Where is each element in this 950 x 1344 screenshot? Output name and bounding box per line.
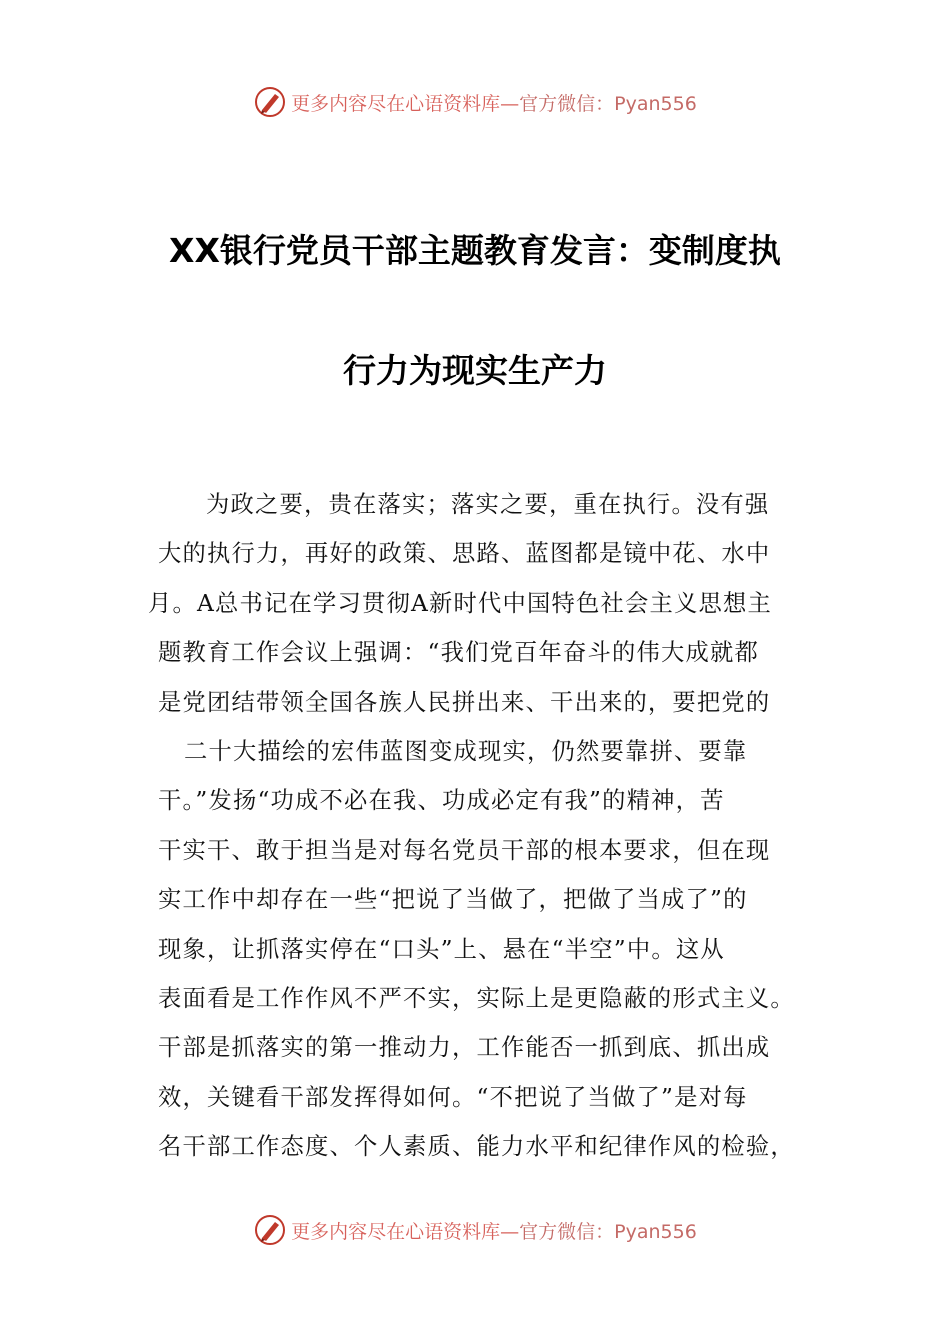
paragraph-line: 实工作中却存在一些“把说了当做了，把做了当成了”的: [158, 886, 748, 914]
paragraph-line: 月。A总书记在学习贯彻A新时代中国特色社会主义思想主: [148, 589, 772, 617]
wechat-contact: 官方微信：Pyan556: [519, 92, 697, 115]
site-name: 更多内容尽在心语资料库—: [291, 1220, 520, 1243]
paragraph-line: 现象，让抓落实停在“口头”上、悬在“半空”中。这从: [158, 935, 725, 963]
paragraph-line: 表面看是工作作风不严不实，实际上是更隐蔽的形式主义。: [158, 985, 795, 1013]
paragraph-line: 干部是抓落实的第一推动力，工作能否一抓到底、抓出成: [158, 1034, 771, 1062]
wechat-contact: 官方微信：Pyan556: [519, 1220, 697, 1243]
footer-banner: [0, 1210, 950, 1250]
paragraph-line: 干实干、敢于担当是对每名党员干部的根本要求，但在现: [158, 836, 771, 864]
header-banner: [0, 82, 950, 122]
paragraph-line: 大的执行力，再好的政策、思路、蓝图都是镜中花、水中: [158, 540, 771, 568]
paragraph-line: 题教育工作会议上强调：“我们党百年奋斗的伟大成就都: [158, 639, 760, 667]
site-name: 更多内容尽在心语资料库—: [291, 92, 520, 115]
paragraph-line: 干。”发扬“功成不必在我、功成必定有我”的精神，苦: [158, 787, 725, 815]
pen-logo-icon: [253, 85, 287, 119]
document-title-line-2: 行力为现实生产力: [343, 351, 607, 390]
paragraph-line: 是党团结带领全国各族人民拼出来、干出来的，要把党的: [158, 688, 771, 716]
paragraph-line: 二十大描绘的宏伟蓝图变成现实，仍然要靠拼、要靠: [184, 738, 748, 766]
paragraph-line: 效，关键看干部发挥得如何。“不把说了当做了”是对每: [158, 1083, 748, 1111]
body-paragraph: [148, 480, 798, 1172]
pen-logo-icon: [253, 1213, 287, 1247]
paragraph-line: 名干部工作态度、个人素质、能力水平和纪律作风的检验，: [158, 1133, 795, 1161]
document-title-line-1: XX银行党员干部主题教育发言：变制度执: [169, 231, 781, 270]
paragraph-line: 为政之要，贵在落实；落实之要，重在执行。没有强: [206, 491, 770, 518]
